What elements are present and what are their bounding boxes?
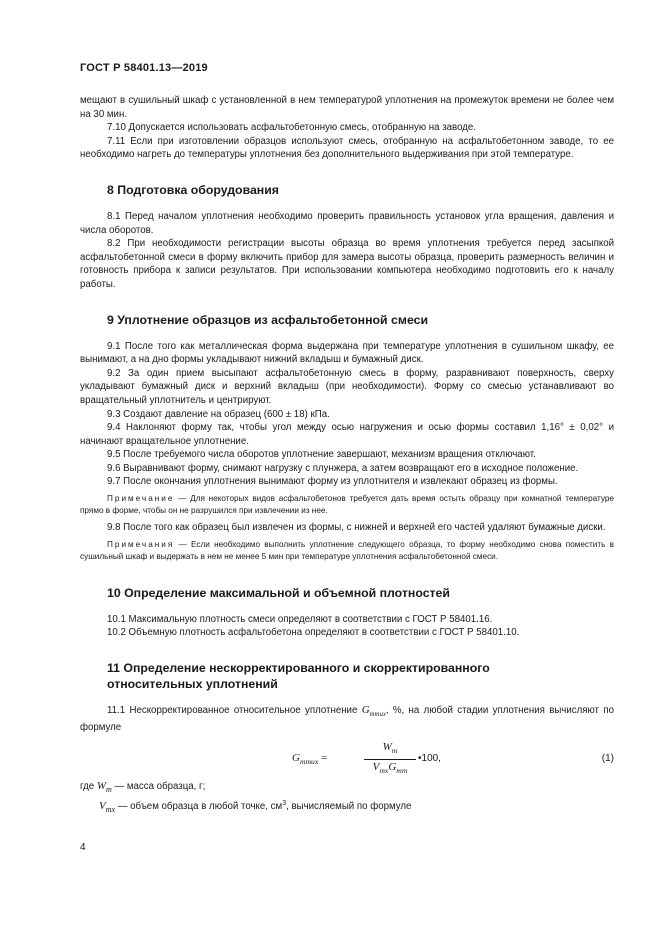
formula-number: (1) <box>601 752 614 764</box>
note-2 <box>80 539 614 563</box>
formula-fraction <box>364 741 416 778</box>
formula-1 <box>80 741 614 775</box>
formula-lhs-subscript: mmux <box>299 757 319 767</box>
note-1-label: Примечание <box>107 494 175 504</box>
definition-wm-symbol: W <box>96 779 107 792</box>
definition-prefix: где <box>80 780 97 792</box>
formula-lhs <box>292 752 327 769</box>
formula-equals: = <box>318 751 328 764</box>
paragraph-11-1-text-b: , %, на любой стадии уплотнения вычисляют по формуле <box>80 704 614 734</box>
note-2-text: — Если необходимо выполнить уплотнение следующего образца, то форму необходимо снова поместить в сушильный шкаф и выдержать в нем не менее 5 мин при температуре уплотнения асфальтобетонной смеси. <box>80 539 614 561</box>
formula-lhs-symbol: G <box>292 751 300 764</box>
paragraph-9-7: 9.7 После окончания уплотнения вынимают форму из уплотнителя и извлекают образец из формы. <box>107 476 558 488</box>
paragraph-9-1: 9.1 После того как металлическая форма выдержана при температуре уплотнения в сушильном шкафу, ее вынимают, а на дно формы укладывают нижний вкладыш и бумажный диск. <box>80 340 614 366</box>
paragraph-10-1: 10.1 Максимальную плотность смеси определяют в соответствии с ГОСТ Р 58401.16. <box>107 613 493 625</box>
document-body <box>80 94 614 817</box>
formula-num-subscript: m <box>391 746 398 756</box>
section-8-heading: 8 Подготовка оборудования <box>107 182 279 197</box>
paragraph-9-2: 9.2 За один прием высыпают асфальтобетонную смесь в форму, разравнивают поверхность, сверху укладывают бумажный диск и верхний вкладыш (при необходимости). Форму со смесью устанавливают во вращательный уплотнитель и центрируют. <box>80 367 614 406</box>
formula-den-subscript-1: mx <box>379 765 389 775</box>
paragraph-9-8: 9.8 После того как образец был извлечен из формы, с нижней и верхней его частей удаляют бумажные диски. <box>107 522 606 534</box>
definition-wm-text: — масса образца, г; <box>111 780 206 792</box>
document-header: ГОСТ Р 58401.13—2019 <box>80 62 208 74</box>
formula-denominator <box>364 760 416 778</box>
formula-den-symbol-1: V <box>372 760 380 773</box>
formula-den-subscript-2: mm <box>396 765 408 775</box>
note-1 <box>80 493 614 517</box>
definition-vmx-subscript: mx <box>105 805 116 815</box>
page-number: 4 <box>80 842 86 853</box>
formula-rhs: •100, <box>418 752 441 764</box>
paragraph-7-11: 7.11 Если при изготовлении образцов используют смесь, отобранную на асфальтобетонном заводе, то ее необходимо нагреть до температуры уплотнения без дополнительного выдерживания при этой температуре. <box>80 135 614 161</box>
symbol-g-subscript: mmux <box>369 710 386 718</box>
paragraph-9-3: 9.3 Создают давление на образец (600 ± 18) кПа. <box>107 408 330 420</box>
paragraph-7-10: 7.10 Допускается использовать асфальтобетонную смесь, отобранную на заводе. <box>107 122 476 134</box>
definitions <box>80 779 614 817</box>
definition-wm-subscript: m <box>106 784 112 794</box>
formula-den-symbol-2: G <box>388 760 397 773</box>
formula-numerator <box>364 741 416 760</box>
section-10-heading: 10 Определение максимальной и объемной плотностей <box>107 585 450 600</box>
section-11-heading-line2: относительных уплотнений <box>107 676 278 691</box>
section-11-heading-line1: 11 Определение нескорректированного и скорректированного <box>107 660 490 675</box>
definition-vmx <box>80 797 614 817</box>
paragraph-continuation: мещают в сушильный шкаф с установленной в нем температурой уплотнения на промежуток времени не более чем на 30 мин. <box>80 95 614 120</box>
paragraph-8-2: 8.2 При необходимости регистрации высоты образца во время уплотнения требуется перед засыпкой асфальтобетонной смеси в форму включить прибор для замера высоты образца, проверить размерность величин и готовность прибора к записи результатов. При использовании компьютера необходимо подготовить его к началу работы. <box>80 238 614 290</box>
formula-num-symbol: W <box>382 740 392 753</box>
symbol-g: G <box>361 703 370 716</box>
paragraph-11-1-text-a: 11.1 Нескорректированное относительное уплотнение <box>107 704 362 716</box>
paragraph-11-1 <box>80 704 614 735</box>
definition-vmx-text-b: , вычисляемый по формуле <box>286 801 412 813</box>
paragraph-9-6: 9.6 Выравнивают форму, снимают нагрузку с плунжера, а затем возвращают его в исходное положение. <box>107 462 579 474</box>
note-1-text: — Для некоторых видов асфальтобетонов требуется дать время остыть образцу при комнатной температуре прямо в форме, чтобы он не разрушился при извлечении из нее. <box>80 494 614 516</box>
paragraph-9-5: 9.5 После требуемого числа оборотов уплотнение завершают, механизм вращения отключают. <box>107 449 536 461</box>
definition-wm <box>80 779 614 797</box>
definition-vmx-superscript: 3 <box>282 799 287 807</box>
definition-vmx-symbol: V <box>99 800 106 813</box>
note-2-label: Примечания <box>107 539 175 549</box>
paragraph-8-1: 8.1 Перед началом уплотнения необходимо проверить правильность установок угла вращения, давления и числа оборотов. <box>80 210 614 236</box>
paragraph-10-2: 10.2 Объемную плотность асфальтобетона определяют в соответствии с ГОСТ Р 58401.10. <box>107 627 520 639</box>
definition-vmx-text-a: — объем образца в любой точке, см <box>115 801 283 813</box>
section-9-heading: 9 Уплотнение образцов из асфальтобетонной смеси <box>107 312 429 327</box>
paragraph-9-4: 9.4 Наклоняют форму так, чтобы угол между осью нагружения и осью формы составил 1,16° ± 0,02° и начинают вращательное уплотнение. <box>80 422 614 447</box>
